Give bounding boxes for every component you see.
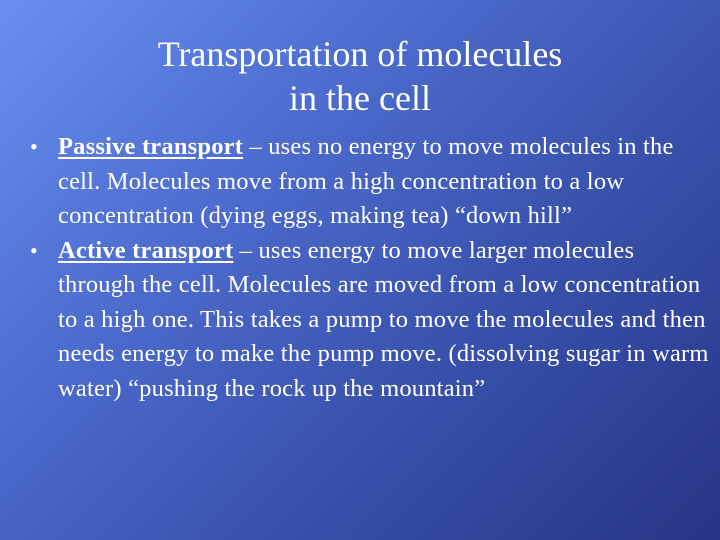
bullet-active-transport [0,234,720,407]
term-passive-transport: Passive transport [58,133,244,160]
bullet-passive-transport [0,130,720,234]
bullet-marker: • [30,237,38,263]
bullet-marker: • [30,134,38,159]
bullet-list [0,130,720,406]
definition-active-transport: – uses energy to move larger molecules through the cell. Molecules are moved from a low concentration to a high one. This takes a pump to move the molecules and then needs energy to make the pump move. (dissolving sugar in warm water) “pushing the rock up the mountain” [58,236,709,402]
title-line-1: Transportation of molecules [157,34,563,74]
term-active-transport: Active transport [58,236,234,264]
slide-title [60,32,660,120]
definition-passive-transport: – uses no energy to move molecules in the cell. Molecules move from a high concentration to a low concentration (dying eggs, making tea) “down hill” [58,133,674,229]
title-line-2: in the cell [289,78,431,118]
